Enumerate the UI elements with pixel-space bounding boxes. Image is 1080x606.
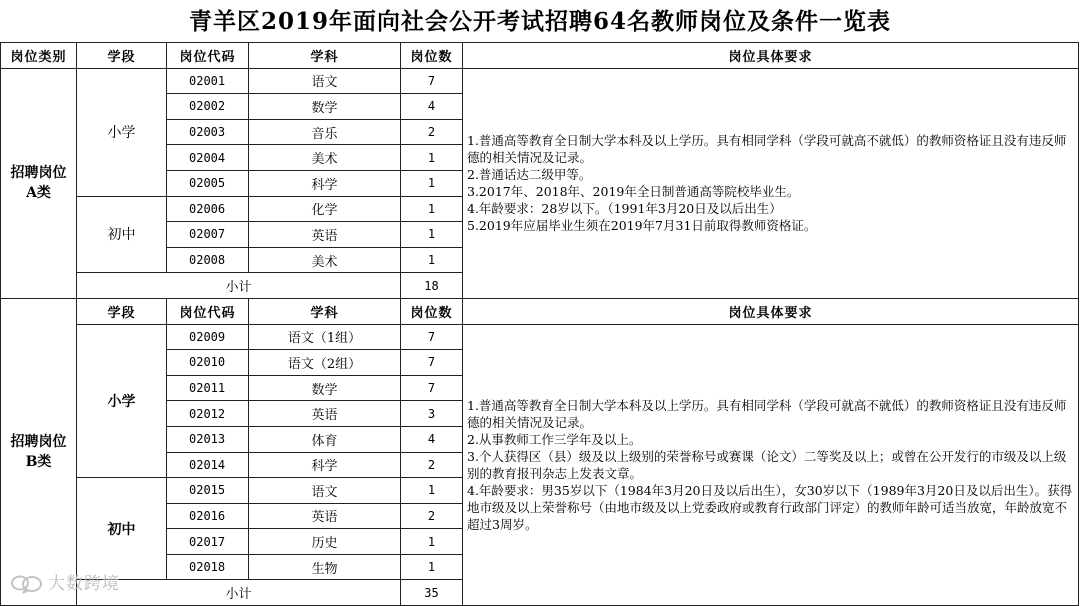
header-requirements: 岗位具体要求 [463,43,1079,69]
header-code: 岗位代码 [167,298,249,324]
requirement-item: 5.2019年应届毕业生须在2019年7月31日前取得教师资格证。 [467,218,817,234]
stage-cell: 小学 [77,68,167,196]
code-cell: 02005 [167,170,249,196]
count-cell: 4 [401,94,463,120]
subject-cell: 英语 [249,401,401,427]
header-subject: 学科 [249,298,401,324]
code-cell: 02002 [167,94,249,120]
subject-cell: 科学 [249,452,401,478]
code-cell: 02014 [167,452,249,478]
category-label: 招聘岗位A类 [10,165,67,202]
header-code: 岗位代码 [167,43,249,69]
subject-cell: 音乐 [249,119,401,145]
requirement-item: 4.年龄要求：男35岁以下（1984年3月20日及以后出生），女30岁以下（1989年3月20日及以后出生）。获得地市级及以上荣誉称号（由地市级及以上党委政府或教育行政部门评定）的教师年龄可适当放宽，年龄放宽不超过3周岁。 [467,482,1073,532]
header-requirements: 岗位具体要求 [463,298,1079,324]
category-label: 招聘岗位B类 [10,434,67,470]
count-cell: 2 [401,503,463,529]
requirement-item: 1.普通高等教育全日制大学本科及以上学历。具有相同学科（学段可就高不就低）的教师资格证且没有违反师德的相关情况及记录。 [467,397,1067,430]
subject-cell: 体育 [249,426,401,452]
requirement-item: 3.个人获得区（县）级及以上级别的荣誉称号或赛课（论文）二等奖及以上；或曾在公开发行的市级及以上级别的教育报刊杂志上发表文章。 [467,448,1067,481]
count-cell: 1 [401,478,463,504]
recruitment-table [0,42,1079,606]
header-stage: 学段 [77,298,167,324]
count-cell: 1 [401,554,463,580]
subtotal-label: 小计 [77,580,401,606]
requirements-cell [463,324,1079,606]
watermark-text: 大数跨境 [48,574,120,594]
subject-cell: 科学 [249,170,401,196]
stage-cell: 小学 [77,324,167,478]
requirements-cell [463,68,1079,298]
category-cell-b [1,298,77,605]
count-cell: 4 [401,426,463,452]
code-cell: 02007 [167,222,249,248]
subtotal-value: 18 [401,273,463,299]
subject-cell: 历史 [249,529,401,555]
count-cell: 1 [401,145,463,171]
header-row [1,43,1079,69]
count-cell: 2 [401,119,463,145]
watermark [10,571,120,597]
subtotal-value: 35 [401,580,463,606]
code-cell: 02017 [167,529,249,555]
requirement-item: 1.普通高等教育全日制大学本科及以上学历。具有相同学科（学段可就高不就低）的教师资格证且没有违反师德的相关情况及记录。 [467,133,1067,166]
requirement-item: 2.从事教师工作三学年及以上。 [467,431,642,447]
code-cell: 02016 [167,503,249,529]
count-cell: 1 [401,247,463,273]
subject-cell: 英语 [249,222,401,248]
code-cell: 02012 [167,401,249,427]
code-cell: 02004 [167,145,249,171]
chat-bubble-icon [10,574,44,594]
code-cell: 02001 [167,68,249,94]
count-cell: 1 [401,170,463,196]
header-stage: 学段 [77,43,167,69]
subject-cell: 语文 [249,478,401,504]
count-cell: 3 [401,401,463,427]
header-count: 岗位数 [401,298,463,324]
code-cell: 02006 [167,196,249,222]
subject-cell: 生物 [249,554,401,580]
requirement-item: 4.年龄要求：28岁以下。（1991年3月20日及以后出生） [467,201,782,217]
category-cell-a [1,68,77,298]
header-count: 岗位数 [401,43,463,69]
stage-cell: 初中 [77,196,167,273]
header-category: 岗位类别 [1,43,77,69]
code-cell: 02010 [167,350,249,376]
code-cell: 02009 [167,324,249,350]
count-cell: 7 [401,324,463,350]
requirement-item: 2.普通话达二级甲等。 [467,167,592,183]
code-cell: 02015 [167,478,249,504]
count-cell: 7 [401,375,463,401]
subject-cell: 化学 [249,196,401,222]
code-cell: 02013 [167,426,249,452]
subject-cell: 美术 [249,247,401,273]
subject-cell: 美术 [249,145,401,171]
code-cell: 02008 [167,247,249,273]
header-subject: 学科 [249,43,401,69]
page-title: 青羊区2019年面向社会公开考试招聘64名教师岗位及条件一览表 [188,8,892,35]
count-cell: 7 [401,350,463,376]
count-cell: 2 [401,452,463,478]
subject-cell: 语文（2组） [249,350,401,376]
subject-cell: 语文 [249,68,401,94]
code-cell: 02011 [167,375,249,401]
code-cell: 02018 [167,554,249,580]
count-cell: 1 [401,196,463,222]
subtotal-label: 小计 [77,273,401,299]
code-cell: 02003 [167,119,249,145]
stage-cell: 初中 [77,478,167,580]
subject-cell: 数学 [249,375,401,401]
table-row [1,68,1079,94]
header-row [1,298,1079,324]
table-row [1,324,1079,350]
count-cell: 7 [401,68,463,94]
requirement-item: 3.2017年、2018年、2019年全日制普通高等院校毕业生。 [467,184,800,200]
count-cell: 1 [401,222,463,248]
subject-cell: 语文（1组） [249,324,401,350]
count-cell: 1 [401,529,463,555]
subject-cell: 英语 [249,503,401,529]
subject-cell: 数学 [249,94,401,120]
